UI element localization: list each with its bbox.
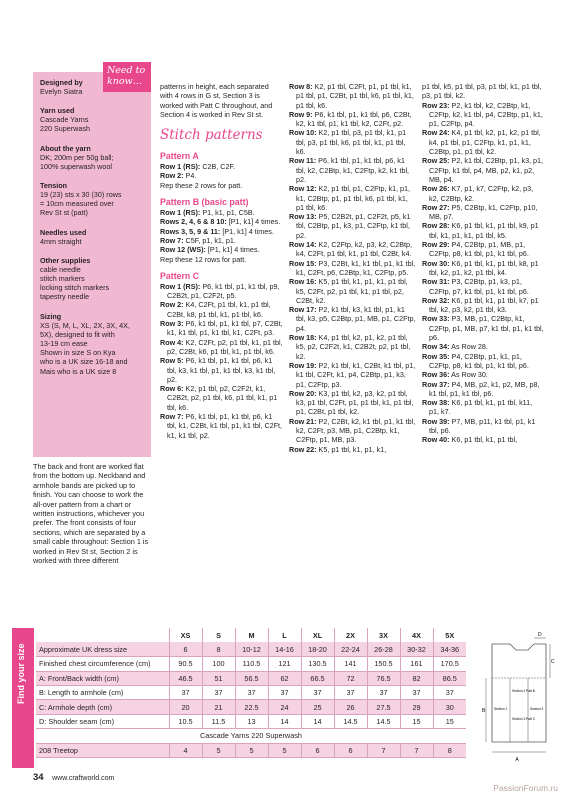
row-label: Row 10: [289,128,317,138]
measurement-value: 66.5 [301,671,334,685]
row-label: Row 5: [160,356,184,366]
row-label: Row 34: [422,342,450,352]
row-label: Row 6: [160,384,184,394]
column-2 [160,82,283,440]
pattern-row [422,398,544,417]
measurement-label: C: Armhole depth (cm) [36,700,169,714]
measurement-value: 82 [400,671,433,685]
measurement-value: 8 [202,642,235,656]
table-header-blank [36,628,169,642]
pattern-row [422,352,544,371]
pattern-row [160,319,283,338]
row-text: P2, k1 tbl, k3, k1 tbl, p1, k1 tbl, k3, p5, C2Btp, p1, MB, p1, C2Ftp, p4. [296,305,416,333]
row-label: Row 27: [422,202,450,212]
yarn-quantity: 5 [202,743,235,757]
row-text: K6, p1 tbl, k1, p1 tbl, [449,435,518,445]
measurement-value: 86.5 [433,671,466,685]
measurement-value: 27.5 [367,700,400,714]
measurement-label: A: Front/Back width (cm) [36,671,169,685]
row-label: Row 13: [289,212,317,222]
row-text: P3, C2Bt, k1, k1 tbl, p1, k1 tbl, k1, C2Ft, p6, C2Btp, k1, C2Ftp, p5. [296,258,416,277]
pattern-row [289,445,416,454]
pattern-row [160,255,283,264]
row-label: Row 36: [422,370,450,380]
row-label: Row 39: [422,416,450,426]
yarn-quantity: 6 [301,743,334,757]
pattern-row [160,384,283,412]
measurement-value: 34-36 [433,642,466,656]
yarn-quantity: 5 [235,743,268,757]
diagram-label-b: B [482,708,486,714]
yarn-colour-label: 208 Treetop [36,743,169,757]
column-3 [289,82,416,454]
intro-text: The back and front are worked flat from the bottom up. Neckband and armhole bands are picked up to finish. You can choose to work the all-over pattern from a chart or written instructions, whichever you prefer. The front consists of four sections, which are separated by a small cable throughout: Section 1 is worked in Rev St st, Section 2 is worked with three different [33,462,149,566]
intro-continued: patterns in height, each separated with 4 rows in G st, Section 3 is worked with Patt C throughout, and Section 4 is worked in Rev St st. [160,82,273,119]
measurement-label: Finished chest circumference (cm) [36,657,169,671]
pattern-row [160,300,283,319]
pattern-row [422,240,544,259]
row-text: K2, C2Ftp, k2, p3, k2, C2Btp, k4, C2Ft, p1 tbl, k1, p1 tbl, C2Bt, k4. [296,240,413,259]
pattern-row [289,184,416,212]
row-text: [P1, k1] 4 times. [205,245,260,255]
measurement-value: 37 [334,686,367,700]
measurement-value: 76.5 [367,671,400,685]
measurement-value: 14-16 [268,642,301,656]
pattern-row [422,342,544,351]
row-text: P4, C2Btp, p1, k1, p1, C2Ftp, p8, k1 tbl, p1, k1 tbl, p6. [429,351,529,370]
row-text: K2, C2Ft, p2, p1 tbl, k1, p1 tbl, p2, C2Bt, k6, p1 tbl, k1, p1 tbl, k6. [167,337,283,356]
need-to-know-box [33,72,151,457]
row-label: Row 7: [160,235,184,245]
pattern-row [289,361,416,389]
row-label: Row 12 (WS): [160,245,206,255]
row-text: P5, C2Btp, k1, C2Ftp, p10, MB, p7. [429,202,538,222]
row-text: K2, p1 tbl, p3, p1 tbl, k1, p1 tbl, p3, p1 tbl, k6, p1 tbl, k1, p1 tbl, k6. [296,128,407,157]
row-text: P4, MB, p2, k1, p2, MB, p8, k1 tbl, p1, k1 tbl, p6. [429,379,540,398]
measurement-value: 141 [334,657,367,671]
row-label: Row 14: [289,240,317,250]
pattern-row [289,277,416,305]
measurement-value: 11.5 [202,714,235,728]
pattern-row [422,417,544,436]
size-header: XS [169,628,202,642]
row-label: Row 4: [160,337,184,347]
measurement-value: 56.5 [235,671,268,685]
row-label: Row 15: [289,258,317,268]
sidebar-line: DK; 200m per 50g ball; [40,152,114,162]
measurement-value: 90.5 [169,657,202,671]
sidebar-line: 19 (23) sts x 30 (30) rows [40,190,122,200]
measurement-value: 30 [433,700,466,714]
row-text: K4, p1 tbl, k2, p1, k2, p1 tbl, k5, p2, C2F2t, k1, C2B2t, p2, p1 tbl, k2. [296,333,411,361]
row-text: P2, k1 tbl, k2, C2Btp, k1, C2Ftp, k2, k1 tbl, p4, C2Btp, p1, k1, p1, C2Ftp, p4. [429,100,543,129]
pattern-row [289,305,416,333]
measurement-value: 15 [433,714,466,728]
footer-url: www.craftworld.com [52,775,115,782]
sidebar-line: 4mm straight [40,236,82,246]
row-label: Row 11: [289,156,317,166]
measurement-value: 37 [367,686,400,700]
yarn-quantity: 8 [433,743,466,757]
measurement-value: 18-20 [301,642,334,656]
row-label: Row 1 (RS): [160,208,201,218]
row-text: K6, p1 tbl, k1, p1 tbl, k9, p1 tbl, k1, p1, k1, p1 tbl, k5. [429,221,539,240]
row-text: K6, p1 tbl, k1, p1 tbl, k11, p1, k7. [429,398,533,417]
sidebar-line: Cascade Yarns [40,115,89,125]
pattern-row [289,156,416,184]
measurement-value: 37 [169,686,202,700]
pattern-row [289,128,416,156]
measurement-value: 6 [169,642,202,656]
table-row [36,714,466,728]
sidebar-heading: Tension [40,181,68,191]
row-label: Row 7: [160,412,184,422]
measurement-value: 100 [202,657,235,671]
measurement-value: 72 [334,671,367,685]
row-text: Rep these 2 rows for patt. [160,180,243,190]
row-text: P2, k1 tbl, C2Btp, p1, k3, p1, C2Ftp, k1 tbl, p4, MB, p2, k1, p2, MB, p4. [429,156,544,184]
row-text: P6, k1 tbl, p1, k1 tbl, p9, C2B2t, p1, C2F2t, p5. [167,281,280,301]
pattern-row [422,156,544,184]
row-text: C2B, C2F. [200,162,236,172]
row-text: As Row 30. [449,370,488,380]
pattern-row [422,435,544,444]
pattern-row [160,412,283,440]
table-row [36,743,466,757]
measurement-value: 30-32 [400,642,433,656]
measurement-label: B: Length to armhole (cm) [36,686,169,700]
row-text: p1 tbl, k5, p1 tbl, p3, p1 tbl, k1, p1 tbl, p3, p1 tbl, k2. [422,82,542,101]
diagram-section-2: Section 2 Patt B [512,689,535,693]
pattern-row [422,277,544,296]
diagram-label-a: A [515,757,519,763]
measurement-value: 25 [301,700,334,714]
row-text: K6, p1 tbl, k1, p1 tbl, k7, p1 tbl, k2, p3, k2, p1 tbl, k3. [429,295,539,315]
yarn-quantity: 7 [400,743,433,757]
pattern-row [422,221,544,240]
measurement-value: 37 [268,686,301,700]
sidebar-line: Shown in size S on Kya [40,348,116,358]
table-row [36,642,466,656]
pattern-row [422,259,544,278]
row-text: C5F, p1, k1, p1. [183,235,236,245]
measurement-value: 110.5 [235,657,268,671]
table-row [36,686,466,700]
size-header: 5X [433,628,466,642]
sidebar-line: 13-19 cm ease [40,339,88,349]
measurement-value: 161 [400,657,433,671]
row-text: P6, k1 tbl, p1, k1 tbl, p6, k1 tbl, k1, C2Bt, k1 tbl, p1, k1 tbl, C2Ft, k1, k1 tbl, p2. [167,412,283,440]
size-header: 3X [367,628,400,642]
row-text: Rep these 12 rows for patt. [160,254,247,264]
pattern-row [289,82,416,110]
row-label: Row 9: [289,109,313,119]
pattern-row [160,208,283,217]
schematic-diagram [482,630,554,766]
size-header: M [235,628,268,642]
measurement-value: 21 [202,700,235,714]
row-text: P3, C2Btp, p1, k3, p1, C2Ftp, p7, k1 tbl, p1, k1 tbl, p6. [429,277,529,296]
measurement-value: 37 [433,686,466,700]
pattern-row [160,245,283,254]
measurement-value: 46.5 [169,671,202,685]
pattern-row [289,389,416,417]
row-label: Row 12: [289,184,317,194]
row-label: Row 33: [422,314,450,324]
row-text: As Row 28. [449,342,488,352]
pattern-row [160,217,283,226]
row-label: Row 1 (RS): [160,162,201,172]
measurement-value: 15 [400,714,433,728]
row-label: Row 23: [422,100,450,110]
row-text: K4, p1 tbl, k2, p1, k2, p1 tbl, k4, p1 tbl, p1, C2Ftp, k1, p1, k1, C2Btp, p1, p1 tbl, k2. [429,128,541,157]
need-to-know-tab: Need to know… [103,62,151,92]
sidebar-line: 220 Superwash [40,124,90,134]
size-header: XL [301,628,334,642]
row-text: P6, k1 tbl, p1, k1 tbl, p7, C2Bt, k1, k1 tbl, p1, k1 tbl, k1, C2Ft, p3. [167,319,283,338]
pattern-row [289,417,416,445]
row-text: K2, p1 tbl, p2, C2F2t, k1, C2B2t, p2, p1 tbl, k6, p1 tbl, k1, p1 tbl, k6. [167,384,278,412]
watermark: PassionForum.ru [493,783,558,793]
sidebar-line: Rev St st (patt) [40,208,88,218]
measurement-value: 170.5 [433,657,466,671]
measurement-label: Approximate UK dress size [36,642,169,656]
yarn-label: Cascade Yarns 220 Superwash [36,729,466,743]
row-label: Row 31: [422,277,450,287]
row-label: Row 17: [289,305,317,315]
pattern-row [160,171,283,180]
row-label: Row 16: [289,277,317,287]
pattern-row [160,282,283,301]
table-row [36,657,466,671]
measurement-value: 130.5 [301,657,334,671]
measurement-value: 10-12 [235,642,268,656]
yarn-quantity: 5 [268,743,301,757]
table-row [36,700,466,714]
row-label: Row 22: [289,444,317,454]
row-label: Row 28: [422,221,450,231]
find-your-size-tab [12,628,34,768]
diagram-section-4: Section 4 [530,707,544,711]
pattern-b-title: Pattern B (basic patt) [160,197,249,208]
pattern-c-title: Pattern C [160,270,200,281]
row-label: Row 26: [422,184,450,194]
row-label: Row 21: [289,416,317,426]
measurement-value: 51 [202,671,235,685]
measurement-value: 14.5 [367,714,400,728]
pattern-row [422,101,544,129]
page-number: 34 [33,772,44,783]
sidebar-heading: Designed by [40,78,83,87]
measurement-value: 22.5 [235,700,268,714]
measurement-value: 29 [400,700,433,714]
sidebar-heading: Yarn used [40,106,75,116]
row-label: Row 38: [422,398,450,408]
diagram-section-3: Section 3 Patt C [512,717,536,721]
row-label: Row 32: [422,295,450,305]
row-label: Row 40: [422,435,450,445]
row-text: P2, C2Bt, k2, k1 tbl, p1, k1 tbl, k2, C2Ft, p3, MB, p1, C2Btp, k1, C2Ftp, p1, MB, p3. [296,416,416,445]
pattern-row [422,203,544,222]
sidebar-heading: Other supplies [40,255,91,265]
find-your-size-label: Find your size [16,643,26,704]
yarn-quantity: 6 [334,743,367,757]
row-text: K6, p1 tbl, k1, p1 tbl, k8, p1 tbl, k2, p1, k2, p1 tbl, k4. [429,258,539,277]
stitch-patterns-title: Stitch patterns [160,127,263,144]
row-text: P2, k1 tbl, k1, C2Bt, k1 tbl, p1, k1 tbl, C2Ft, k1, p4, C2Btp, p1, k3, p1, C2Ftp, p3. [296,360,416,389]
row-text: [P1, k1] 4 times. [226,217,281,227]
measurement-value: 20 [169,700,202,714]
yarn-quantity: 7 [367,743,400,757]
sidebar-heading: Sizing [40,311,62,321]
row-label: Row 1 (RS): [160,281,201,291]
size-header: 2X [334,628,367,642]
pattern-row [289,240,416,259]
row-label: Row 2: [160,171,184,181]
pattern-row [422,82,544,101]
row-text: P1, k1, p1, C5B. [200,208,255,218]
sidebar-line: 100% superwash wool [40,161,112,171]
measurement-value: 37 [235,686,268,700]
sidebar-line: Mais who is a UK size 8 [40,366,117,376]
measurement-value: 24 [268,700,301,714]
pattern-row [160,356,283,384]
row-text: K2, p1 tbl, p1, C2Ftp, k1, p1, k1, C2Btp, p1, p1 tbl, k6, p1 tbl, k1, p1 tbl, k6. [296,184,411,212]
row-label: Row 35: [422,351,450,361]
measurement-value: 37 [301,686,334,700]
pattern-row [289,333,416,361]
measurement-value: 10.5 [169,714,202,728]
sidebar-line: = 10cm measured over [40,199,114,209]
row-text: K3, p1 tbl, k2, p3, k2, p1 tbl, k3, p1 tbl, C2Ft, p1, p1 tbl, k1, p1 tbl, p1, C2Bt, p1 tbl, k2. [296,388,414,417]
diagram-label-c: C [551,659,555,665]
pattern-row [422,184,544,203]
row-text: P4. [183,171,197,181]
row-label: Row 29: [422,240,450,250]
measurement-value: 26-28 [367,642,400,656]
size-header: L [268,628,301,642]
row-label: Row 24: [422,128,450,138]
row-label: Row 30: [422,258,450,268]
row-text: P5, C2B2t, p1, C2F2t, p5, k1 tbl, C2Btp, p1, k3, p1, C2Ftp, k1 tbl, p2. [296,212,411,240]
pattern-row [160,236,283,245]
pattern-row [422,370,544,379]
size-header: 4X [400,628,433,642]
row-label: Rows 3, 5, 9 & 11: [160,226,221,236]
measurement-value: 62 [268,671,301,685]
pattern-a-title: Pattern A [160,151,199,162]
row-text: K7, p1, k7, C2Ftp, k2, p3, k2, C2Btp, k2. [429,184,534,203]
measurement-value: 150.5 [367,657,400,671]
measurement-value: 121 [268,657,301,671]
measurement-label: D: Shoulder seam (cm) [36,714,169,728]
measurement-value: 22-24 [334,642,367,656]
sidebar-line: 5X), designed to fit with [40,329,115,339]
pattern-row [289,212,416,240]
table-row [36,628,466,642]
yarn-quantity: 4 [169,743,202,757]
row-label: Row 18: [289,333,317,343]
pattern-b-rows [160,208,283,264]
pattern-row [289,259,416,278]
row-text: P7, MB, p11, k1 tbl, p1, k1 tbl, p6. [429,416,536,435]
row-label: Row 2: [160,300,184,310]
pattern-row [160,162,283,171]
pattern-row [160,227,283,236]
row-text: P3, MB, p1, C2Btp, k1, C2Ftp, p1, MB, p7, k1 tbl, p1, k1 tbl, p6. [429,314,544,343]
pattern-a-rows [160,162,283,190]
row-label: Row 20: [289,388,317,398]
row-text: [P1, k1] 4 times. [220,226,274,236]
pattern-row [160,181,283,190]
pattern-row [289,110,416,129]
pattern-row [422,296,544,315]
row-label: Row 3: [160,319,184,329]
sidebar-line: tapestry needle [40,292,90,302]
measurement-value: 14 [268,714,301,728]
row-label: Row 37: [422,379,450,389]
measurement-value: 26 [334,700,367,714]
size-table [36,628,466,758]
measurement-value: 37 [202,686,235,700]
sidebar-heading: About the yarn [40,143,91,153]
page-footer [33,772,114,783]
pattern-row [422,128,544,156]
pattern-row [160,338,283,357]
pattern-row [422,314,544,342]
row-text: P6, k1 tbl, p1, k1 tbl, p6, k1 tbl, k2, C2Btp, k1, C2Ftp, k2, k1 tbl, p2. [296,156,410,184]
row-label: Rows 2, 4, 6 & 8 10: [160,217,227,227]
measurement-value: 14 [301,714,334,728]
column-4 [422,82,544,445]
row-text: K4, C2Ft, p1 tbl, k1, p1 tbl, C2Bt, k8, p1 tbl, k1, p1 tbl, k6. [167,300,271,319]
row-label: Row 25: [422,156,450,166]
sidebar-line: who is a UK size 16-18 and [40,357,128,367]
row-text: K5, p1 tbl, k1, p1, k1, [316,444,387,454]
sidebar-line: XS (S, M, L, XL, 2X, 3X, 4X, [40,320,130,330]
row-text: P6, k1 tbl, p1, k1 tbl, p6, C2Bt, k2, k1 tbl, p1, k1 tbl, k2, C2Ft, p2. [296,109,412,129]
size-table-section [12,628,554,768]
row-label: Row 19: [289,360,317,370]
table-row [36,729,466,743]
row-text: K5, p1 tbl, k1, p1, k1, p1 tbl, k5, C2Ft, p2, p1 tbl, k1, p1 tbl, p2, C2Bt, k2. [296,277,408,305]
sidebar-line: stitch markers [40,274,85,284]
diagram-label-d: D [538,632,542,638]
pattern-row [422,380,544,399]
pattern-c-rows [160,282,283,440]
measurement-value: 14.5 [334,714,367,728]
measurement-value: 37 [400,686,433,700]
row-text: K2, p1 tbl, C2Ft, p1, p1 tbl, k1, p1 tbl, p1, C2Bt, p1 tbl, k6, p1 tbl, k1, p1 tbl, k6. [296,82,414,110]
sidebar-line: Evelyn Siatra [40,87,83,96]
table-row [36,671,466,685]
diagram-section-1: Section 1 [494,707,508,711]
row-label: Row 8: [289,82,313,91]
measurement-value: 13 [235,714,268,728]
sidebar-line: locking stitch markers [40,283,110,293]
size-header: S [202,628,235,642]
sidebar-heading: Needles used [40,227,87,237]
row-text: P4, C2Btp, p1, MB, p1, C2Ftp, p8, k1 tbl, p1, k1 tbl, p6. [429,240,529,259]
row-text: P6, k1 tbl, p1, k1 tbl, p6, k1 tbl, k3, k1 tbl, p1, k1 tbl, k3, k1 tbl, p2. [167,356,276,384]
sidebar-line: cable needle [40,264,81,274]
